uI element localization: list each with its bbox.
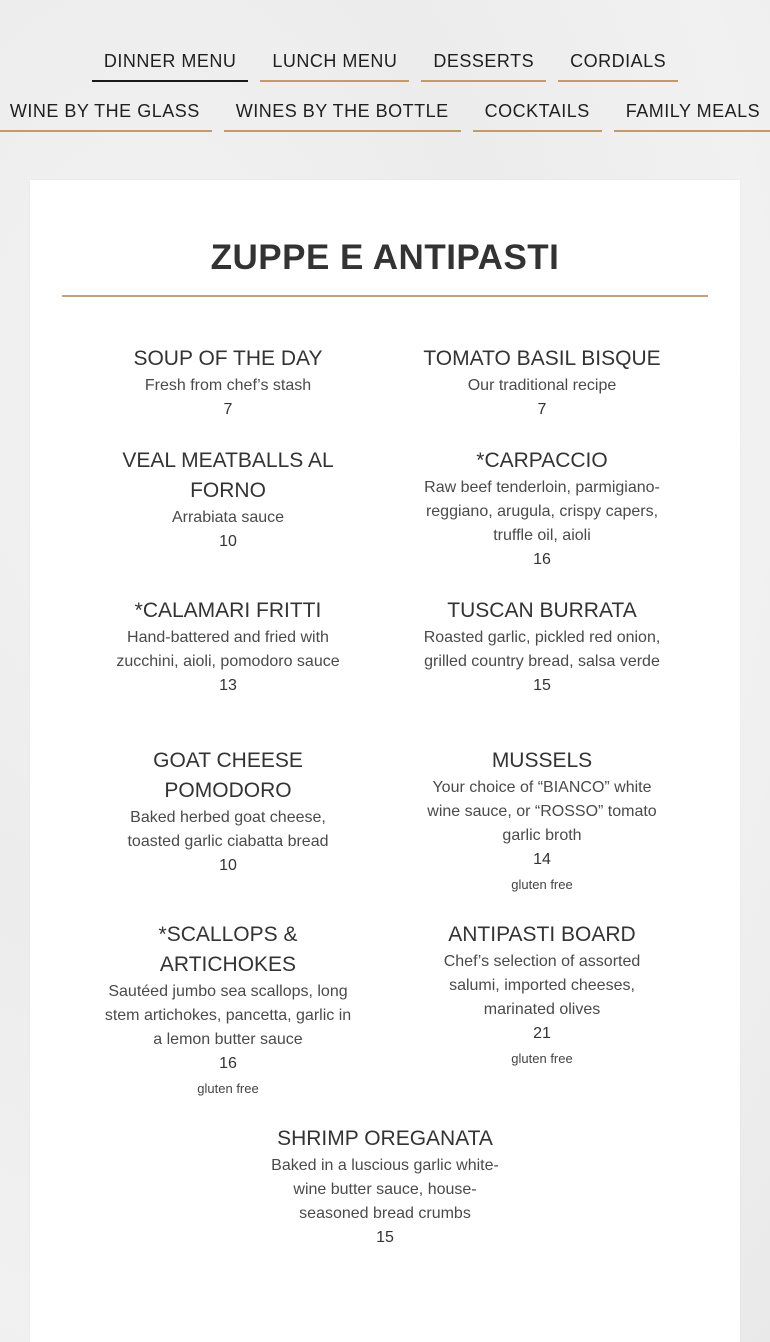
item-price: 16 bbox=[219, 1055, 237, 1072]
item-description: Baked in a luscious garlic white-wine butter sauce, house-seasoned bread crumbs bbox=[271, 1157, 499, 1222]
item-price: 16 bbox=[533, 551, 551, 568]
tab-cordials[interactable]: CORDIALS bbox=[558, 48, 678, 82]
item-price: 14 bbox=[533, 851, 551, 868]
menu-item bbox=[260, 1124, 510, 1250]
item-description: Sautéed jumbo sea scallops, long stem artichokes, pancetta, garlic in a lemon butter sauce bbox=[104, 983, 352, 1048]
item-description: Arrabiata sauce bbox=[171, 509, 285, 526]
item-price: 10 bbox=[219, 533, 237, 550]
item-description: Baked herbed goat cheese, toasted garlic ciabatta bread bbox=[127, 809, 329, 850]
item-name: SHRIMP OREGANATA bbox=[277, 1127, 493, 1150]
tab-cocktails[interactable]: COCKTAILS bbox=[473, 98, 602, 132]
item-name: VEAL MEATBALLS AL FORNO bbox=[122, 449, 334, 502]
item-description: Fresh from chef’s stash bbox=[144, 377, 312, 394]
item-price: 7 bbox=[537, 401, 547, 418]
item-price: 10 bbox=[219, 857, 237, 874]
tab-desserts[interactable]: DESSERTS bbox=[421, 48, 546, 82]
item-price: 15 bbox=[376, 1229, 394, 1246]
title-divider bbox=[62, 295, 708, 297]
menu-tabs-row-1 bbox=[0, 48, 770, 82]
item-name: *CARPACCIO bbox=[476, 449, 608, 472]
item-price: 21 bbox=[533, 1025, 551, 1042]
menu-item bbox=[103, 446, 353, 554]
gluten-free-note: gluten free bbox=[511, 1051, 573, 1066]
item-price: 7 bbox=[223, 401, 233, 418]
item-description: Raw beef tenderloin, parmigiano-reggiano, arugula, crispy capers, truffle oil, aioli bbox=[424, 479, 660, 544]
menu-item bbox=[103, 344, 353, 422]
item-name: SOUP OF THE DAY bbox=[133, 347, 323, 370]
tab-family-meals[interactable]: FAMILY MEALS bbox=[614, 98, 770, 132]
menu-item bbox=[417, 596, 667, 698]
menu-item bbox=[417, 920, 667, 1072]
menu-tabs-row-2 bbox=[0, 98, 770, 132]
gluten-free-note: gluten free bbox=[511, 877, 573, 892]
item-description: Your choice of “BIANCO” white wine sauce, or “ROSSO” tomato garlic broth bbox=[427, 779, 657, 844]
item-name: ANTIPASTI BOARD bbox=[448, 923, 636, 946]
tab-dinner-menu[interactable]: DINNER MENU bbox=[92, 48, 249, 82]
menu-panel bbox=[30, 180, 740, 1342]
item-description: Chef’s selection of assorted salumi, imported cheeses, marinated olives bbox=[443, 953, 641, 1018]
menu-item bbox=[103, 920, 353, 1102]
item-name: GOAT CHEESE POMODORO bbox=[153, 749, 303, 802]
menu-item bbox=[103, 746, 353, 878]
item-price: 15 bbox=[533, 677, 551, 694]
gluten-free-note: gluten free bbox=[197, 1081, 259, 1096]
menu-item bbox=[417, 446, 667, 572]
tab-wine-by-the-glass[interactable]: WINE BY THE GLASS bbox=[0, 98, 212, 132]
menu-item bbox=[417, 344, 667, 422]
item-name: MUSSELS bbox=[491, 749, 593, 772]
tab-lunch-menu[interactable]: LUNCH MENU bbox=[260, 48, 409, 82]
menu-item bbox=[417, 746, 667, 898]
item-description: Hand-battered and fried with zucchini, aioli, pomodoro sauce bbox=[116, 629, 340, 670]
menu-item bbox=[103, 596, 353, 698]
item-description: Our traditional recipe bbox=[467, 377, 617, 394]
tab-wines-by-the-bottle[interactable]: WINES BY THE BOTTLE bbox=[224, 98, 461, 132]
item-name: *CALAMARI FRITTI bbox=[134, 599, 322, 622]
item-price: 13 bbox=[219, 677, 237, 694]
item-name: TUSCAN BURRATA bbox=[447, 599, 637, 622]
section-title: ZUPPE E ANTIPASTI bbox=[210, 238, 560, 277]
item-name: TOMATO BASIL BISQUE bbox=[423, 347, 661, 370]
item-name: *SCALLOPS & ARTICHOKES bbox=[158, 923, 298, 976]
item-description: Roasted garlic, pickled red onion, grilled country bread, salsa verde bbox=[423, 629, 661, 670]
